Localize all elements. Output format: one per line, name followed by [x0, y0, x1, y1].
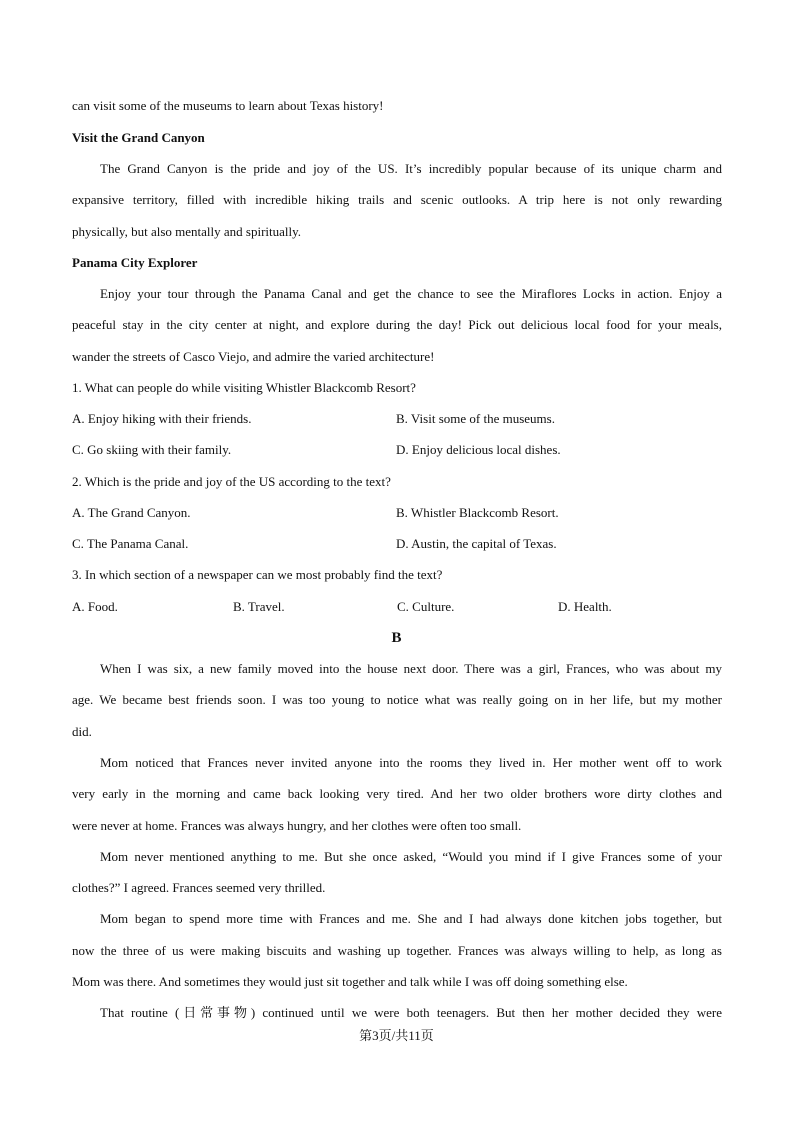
passage-line: Mom never mentioned anything to me. But she once asked, “Would you mind if I give Frances some of your — [100, 849, 722, 864]
passage-line: did. — [72, 724, 92, 739]
question-stem: 1. What can people do while visiting Whistler Blackcomb Resort? — [72, 380, 416, 395]
answer-option: C. The Panama Canal. — [72, 536, 189, 551]
section-heading-grand-canyon: Visit the Grand Canyon — [72, 130, 205, 145]
answer-option: C. Culture. — [397, 599, 455, 614]
question-stem: 2. Which is the pride and joy of the US according to the text? — [72, 474, 391, 489]
answer-option: B. Whistler Blackcomb Resort. — [396, 505, 559, 520]
passage-line: wander the streets of Casco Viejo, and admire the varied architecture! — [72, 349, 435, 364]
question-stem: 3. In which section of a newspaper can we most probably find the text? — [72, 567, 443, 582]
section-heading-panama: Panama City Explorer — [72, 255, 198, 270]
passage-line: physically, but also mentally and spiritually. — [72, 224, 302, 239]
answer-option: B. Visit some of the museums. — [396, 411, 555, 426]
answer-option: A. Food. — [72, 599, 118, 614]
passage-line: That routine (日常事物) continued until we were both teenagers. But then her mother decided they were — [100, 1005, 722, 1020]
passage-line: When I was six, a new family moved into the house next door. There was a girl, Frances, who was about my — [100, 661, 722, 676]
answer-option: A. The Grand Canyon. — [72, 505, 191, 520]
passage-line: very early in the morning and came back looking very tired. And her two older brothers wore dirty clothes and — [72, 786, 722, 801]
answer-option: D. Enjoy delicious local dishes. — [396, 442, 561, 457]
passage-line: can visit some of the museums to learn about Texas history! — [72, 98, 384, 113]
section-letter-b: B — [391, 630, 402, 646]
page-number: 第3页/共11页 — [359, 1028, 434, 1043]
passage-line: Mom was there. And sometimes they would just sit together and talk while I was off doing something else. — [72, 974, 628, 989]
passage-line: now the three of us were making biscuits and washing up together. Frances was always willing to help, as long as — [72, 943, 722, 958]
passage-line: Enjoy your tour through the Panama Canal and get the chance to see the Miraflores Locks in action. Enjoy a — [100, 286, 722, 301]
answer-option: D. Austin, the capital of Texas. — [396, 536, 557, 551]
answer-option: B. Travel. — [233, 599, 285, 614]
passage-line: Mom noticed that Frances never invited anyone into the rooms they lived in. Her mother went off to work — [100, 755, 722, 770]
passage-line: clothes?” I agreed. Frances seemed very thrilled. — [72, 880, 326, 895]
passage-line: peaceful stay in the city center at night, and explore during the day! Pick out delicious local food for your meals, — [72, 317, 722, 332]
answer-option: A. Enjoy hiking with their friends. — [72, 411, 252, 426]
passage-line: expansive territory, filled with incredible hiking trails and scenic outlooks. A trip here is not only rewarding — [72, 192, 722, 207]
passage-line: were never at home. Frances was always hungry, and her clothes were often too small. — [72, 818, 522, 833]
passage-line: The Grand Canyon is the pride and joy of the US. It’s incredibly popular because of its unique charm and — [100, 161, 722, 176]
passage-line: age. We became best friends soon. I was too young to notice what was really going on in her life, but my mother — [72, 692, 722, 707]
answer-option: D. Health. — [558, 599, 612, 614]
passage-line: Mom began to spend more time with Frances and me. She and I had always done kitchen jobs together, but — [100, 911, 722, 926]
answer-option: C. Go skiing with their family. — [72, 442, 232, 457]
